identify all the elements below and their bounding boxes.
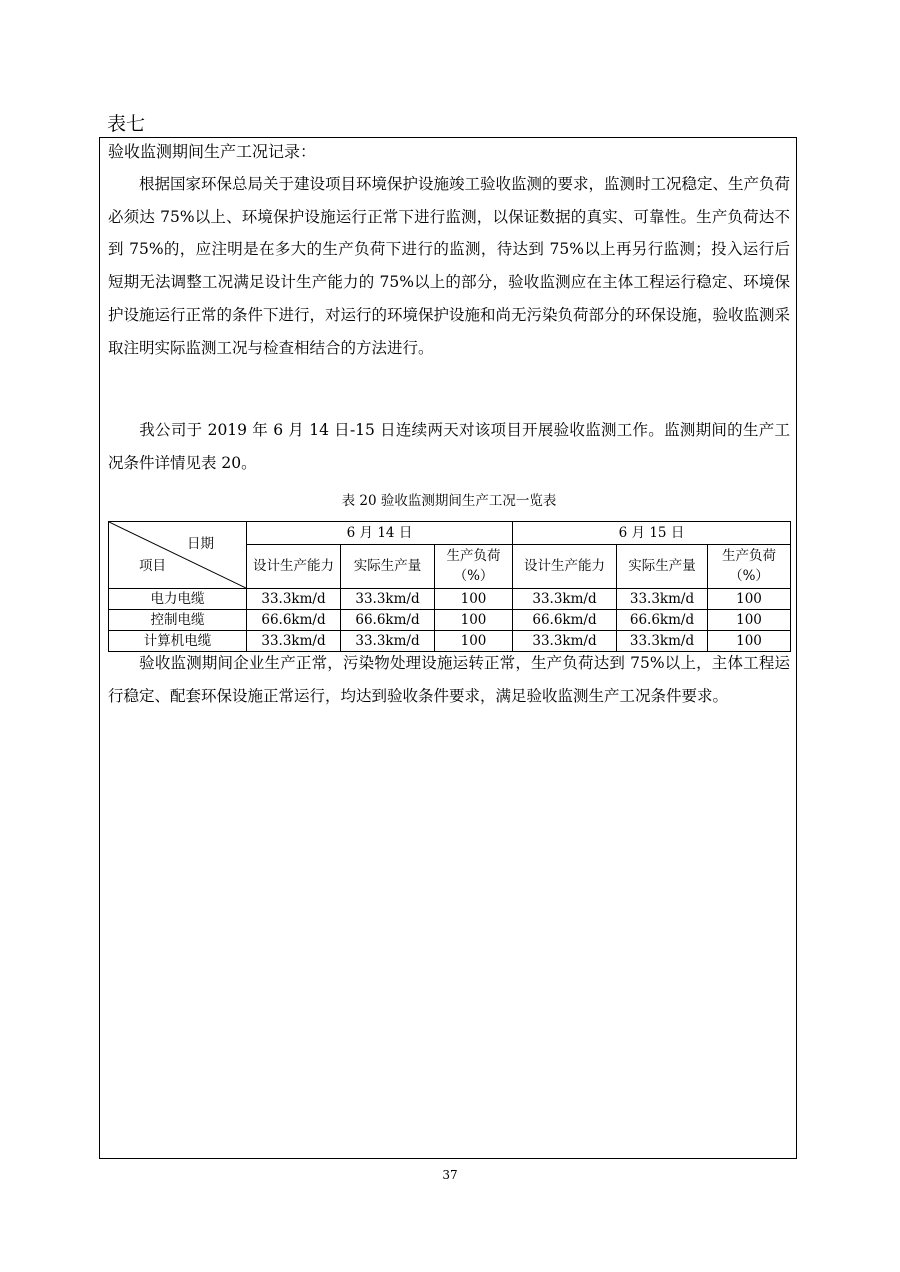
header-date-june-15: 6 月 15 日 bbox=[513, 522, 791, 545]
diagonal-header-cell bbox=[109, 522, 247, 589]
cell-value: 100 bbox=[435, 589, 513, 610]
cell-value: 33.3km/d bbox=[247, 631, 341, 652]
cell-value: 100 bbox=[435, 610, 513, 631]
cell-value: 66.6km/d bbox=[341, 610, 435, 631]
paragraph-monitoring-requirements: 根据国家环保总局关于建设项目环境保护设施竣工验收监测的要求，监测时工况稳定、生产负荷必须达 75%以上、环境保护设施运行正常下进行监测，以保证数据的真实、可靠性。生产负荷达不到 75%的，应注明是在多大的生产负荷下进行的监测，待达到 75%以上再另行监测；投入运行后短期无法调整工况满足设计生产能力的 75%以上的部分，验收监测应在主体工程运行稳定、环境保护设施运行正常的条件下进行，对运行的环境保护设施和尚无污染负荷部分的环保设施，验收监测采取注明实际监测工况与检查相结合的方法进行。 bbox=[108, 175, 791, 357]
cell-value: 100 bbox=[708, 589, 791, 610]
header-date-label: 日期 bbox=[187, 536, 214, 552]
header-production-load: 生产负荷（%） bbox=[435, 544, 513, 588]
production-conditions-table bbox=[108, 521, 791, 652]
row-item-name: 电力电缆 bbox=[109, 589, 247, 610]
section-title: 验收监测期间生产工况记录： bbox=[108, 142, 317, 161]
row-item-name: 控制电缆 bbox=[109, 610, 247, 631]
row-item-name: 计算机电缆 bbox=[109, 631, 247, 652]
record-frame bbox=[99, 137, 797, 1159]
cell-value: 66.6km/d bbox=[513, 610, 617, 631]
cell-value: 33.3km/d bbox=[513, 589, 617, 610]
cell-value: 100 bbox=[708, 631, 791, 652]
header-date-june-14: 6 月 14 日 bbox=[247, 522, 513, 545]
table-header-row-dates bbox=[109, 522, 791, 545]
cell-value: 100 bbox=[708, 610, 791, 631]
cell-value: 33.3km/d bbox=[341, 589, 435, 610]
cell-value: 100 bbox=[435, 631, 513, 652]
header-design-capacity: 设计生产能力 bbox=[513, 544, 617, 588]
table-caption: 表 20 验收监测期间生产工况一览表 bbox=[341, 493, 557, 509]
header-item-label: 项目 bbox=[139, 558, 166, 574]
header-actual-output: 实际生产量 bbox=[617, 544, 708, 588]
diagonal-line bbox=[109, 522, 246, 588]
header-design-capacity: 设计生产能力 bbox=[247, 544, 341, 588]
cell-value: 66.6km/d bbox=[247, 610, 341, 631]
table-row bbox=[109, 589, 791, 610]
cell-value: 33.3km/d bbox=[617, 589, 708, 610]
cell-value: 33.3km/d bbox=[617, 631, 708, 652]
paragraph-monitoring-dates: 我公司于 2019 年 6 月 14 日-15 日连续两天对该项目开展验收监测工作。监测期间的生产工况条件详情见表 20。 bbox=[108, 421, 790, 472]
page-number: 37 bbox=[442, 1168, 458, 1182]
page-heading: 表七 bbox=[107, 113, 146, 135]
cell-value: 33.3km/d bbox=[247, 589, 341, 610]
header-production-load: 生产负荷（%） bbox=[708, 544, 791, 588]
table-row bbox=[109, 610, 791, 631]
cell-value: 33.3km/d bbox=[513, 631, 617, 652]
cell-value: 33.3km/d bbox=[341, 631, 435, 652]
cell-value: 66.6km/d bbox=[617, 610, 708, 631]
header-actual-output: 实际生产量 bbox=[341, 544, 435, 588]
paragraph-conclusion: 验收监测期间企业生产正常，污染物处理设施运转正常，生产负荷达到 75%以上，主体工程运行稳定、配套环保设施正常运行，均达到验收条件要求，满足验收监测生产工况条件要求。 bbox=[108, 654, 790, 705]
